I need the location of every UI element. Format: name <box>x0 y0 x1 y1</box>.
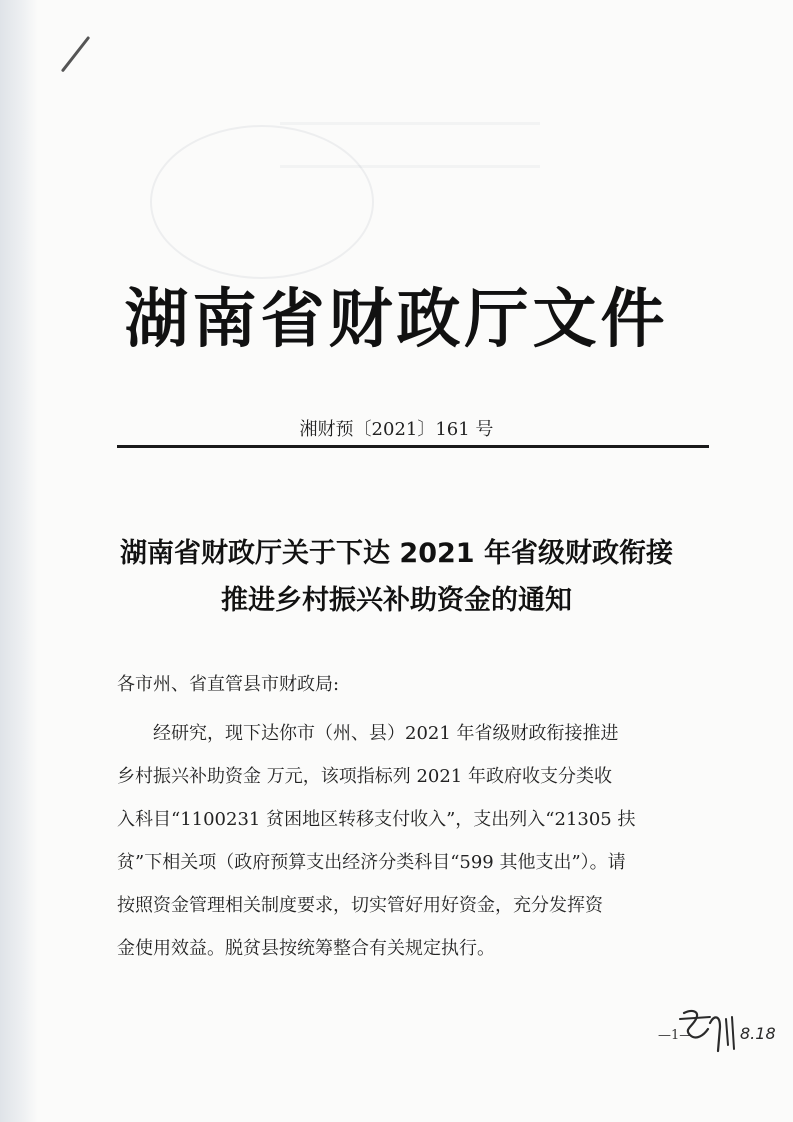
body-line: 金使用效益。脱贫县按统筹整合有关规定执行。 <box>117 938 495 959</box>
staple-mark <box>61 36 90 73</box>
signature-date: 8.18 <box>740 1024 776 1043</box>
bleed-through-text <box>280 122 540 168</box>
document-number: 湘财预〔2021〕161 号 <box>299 419 494 440</box>
body-line: 按照资金管理相关制度要求，切实管好用好资金，充分发挥资 <box>117 895 603 916</box>
scan-edge-shadow <box>0 0 38 1122</box>
body-line: 乡村振兴补助资金 万元，该项指标列 2021 年政府收支分类收 <box>117 766 612 787</box>
body-line: 入科目“1100231 贫困地区转移支付收入”，支出列入“21305 扶 <box>117 809 636 830</box>
notice-title <box>90 530 703 624</box>
page-number: —1— <box>658 1028 693 1043</box>
notice-title-line-2: 推进乡村振兴补助资金的通知 <box>221 585 572 616</box>
addressee: 各市州、省直管县市财政局: <box>117 674 340 695</box>
masthead-divider-rule <box>117 445 709 448</box>
handwritten-signature <box>670 1005 790 1055</box>
body-line: 贫”下相关项（政府预算支出经济分类科目“599 其他支出”）。请 <box>117 852 626 873</box>
body-line: 经研究，现下达你市（州、县）2021 年省级财政衔接推进 <box>153 723 619 744</box>
notice-title-line-1: 湖南省财政厅关于下达 2021 年省级财政衔接 <box>120 538 673 569</box>
document-masthead: 湖南省财政厅文件 <box>124 282 669 357</box>
body-paragraph <box>117 712 709 970</box>
